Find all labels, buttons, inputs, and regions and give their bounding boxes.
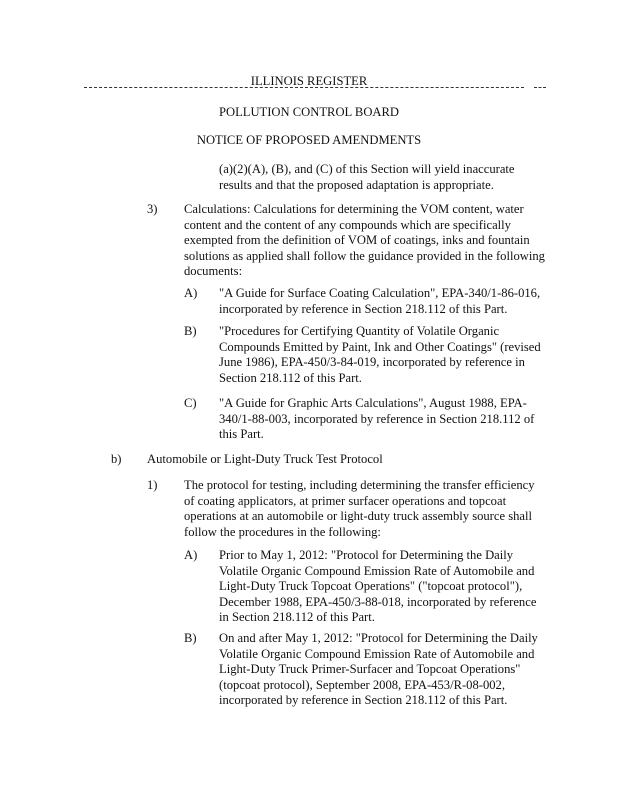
item-3b-text: "Procedures for Certifying Quantity of Volatile Organic Compounds Emitted by Paint, Ink and Other Coatings" (revised June 1986), EPA-450/3-84-019, incorporated by reference in Section 218.112 of this Part.	[219, 324, 541, 385]
item-1-label: 1)	[147, 478, 158, 492]
item-1-text: The protocol for testing, including determining the transfer efficiency of coating applicators, at primer surfacer operations and topcoat operations at an automobile or light-duty truck assembly source shall follow the procedures in the following:	[184, 478, 535, 539]
notice-heading: NOTICE OF PROPOSED AMENDMENTS	[196, 133, 422, 147]
continuation-text: (a)(2)(A), (B), and (C) of this Section will yield inaccurate results and that the proposed adaptation is appropriate.	[219, 162, 515, 192]
item-3-label: 3)	[147, 202, 158, 216]
header-rule	[84, 87, 524, 88]
board-heading: POLLUTION CONTROL BOARD	[218, 105, 400, 119]
item-3-text: Calculations: Calculations for determining the VOM content, water content and the content of any compounds which are specifically exempted from the definition of VOM of coatings, inks and fountain solutions as applied shall follow the guidance provided in the following documents:	[184, 202, 545, 279]
item-1a-text: Prior to May 1, 2012: "Protocol for Determining the Daily Volatile Organic Compound Emission Rate of Automobile and Light-Duty Truck Topcoat Operations" ("topcoat protocol"), December 1988, EPA-450/3-88-018, incorporated by reference in Section 218.112 of this Part.	[219, 548, 537, 625]
item-3a-label: A)	[184, 286, 198, 300]
section-b-label: b)	[111, 452, 122, 466]
item-3a-text: "A Guide for Surface Coating Calculation", EPA-340/1-86-016, incorporated by reference in Section 218.112 of this Part.	[219, 286, 541, 316]
section-b-title: Automobile or Light-Duty Truck Test Protocol	[147, 452, 383, 466]
item-3c-text: "A Guide for Graphic Arts Calculations", August 1988, EPA-340/1-88-003, incorporated by reference in Section 218.112 of this Part.	[219, 396, 535, 442]
item-1b-text: On and after May 1, 2012: "Protocol for Determining the Daily Volatile Organic Compound Emission Rate of Automobile and Light-Duty Truck Primer-Surfacer and Topcoat Operations" (topcoat protocol), September 2008, EPA-453/R-08-002, incorporated by reference in Section 218.112 of this Part.	[219, 631, 538, 708]
item-1a-label: A)	[184, 548, 198, 562]
item-3b-label: B)	[184, 324, 197, 338]
register-heading: ILLINOIS REGISTER	[250, 74, 368, 88]
item-3c-label: C)	[184, 396, 197, 410]
header-rule-tail	[534, 87, 546, 88]
item-1b-label: B)	[184, 631, 197, 645]
